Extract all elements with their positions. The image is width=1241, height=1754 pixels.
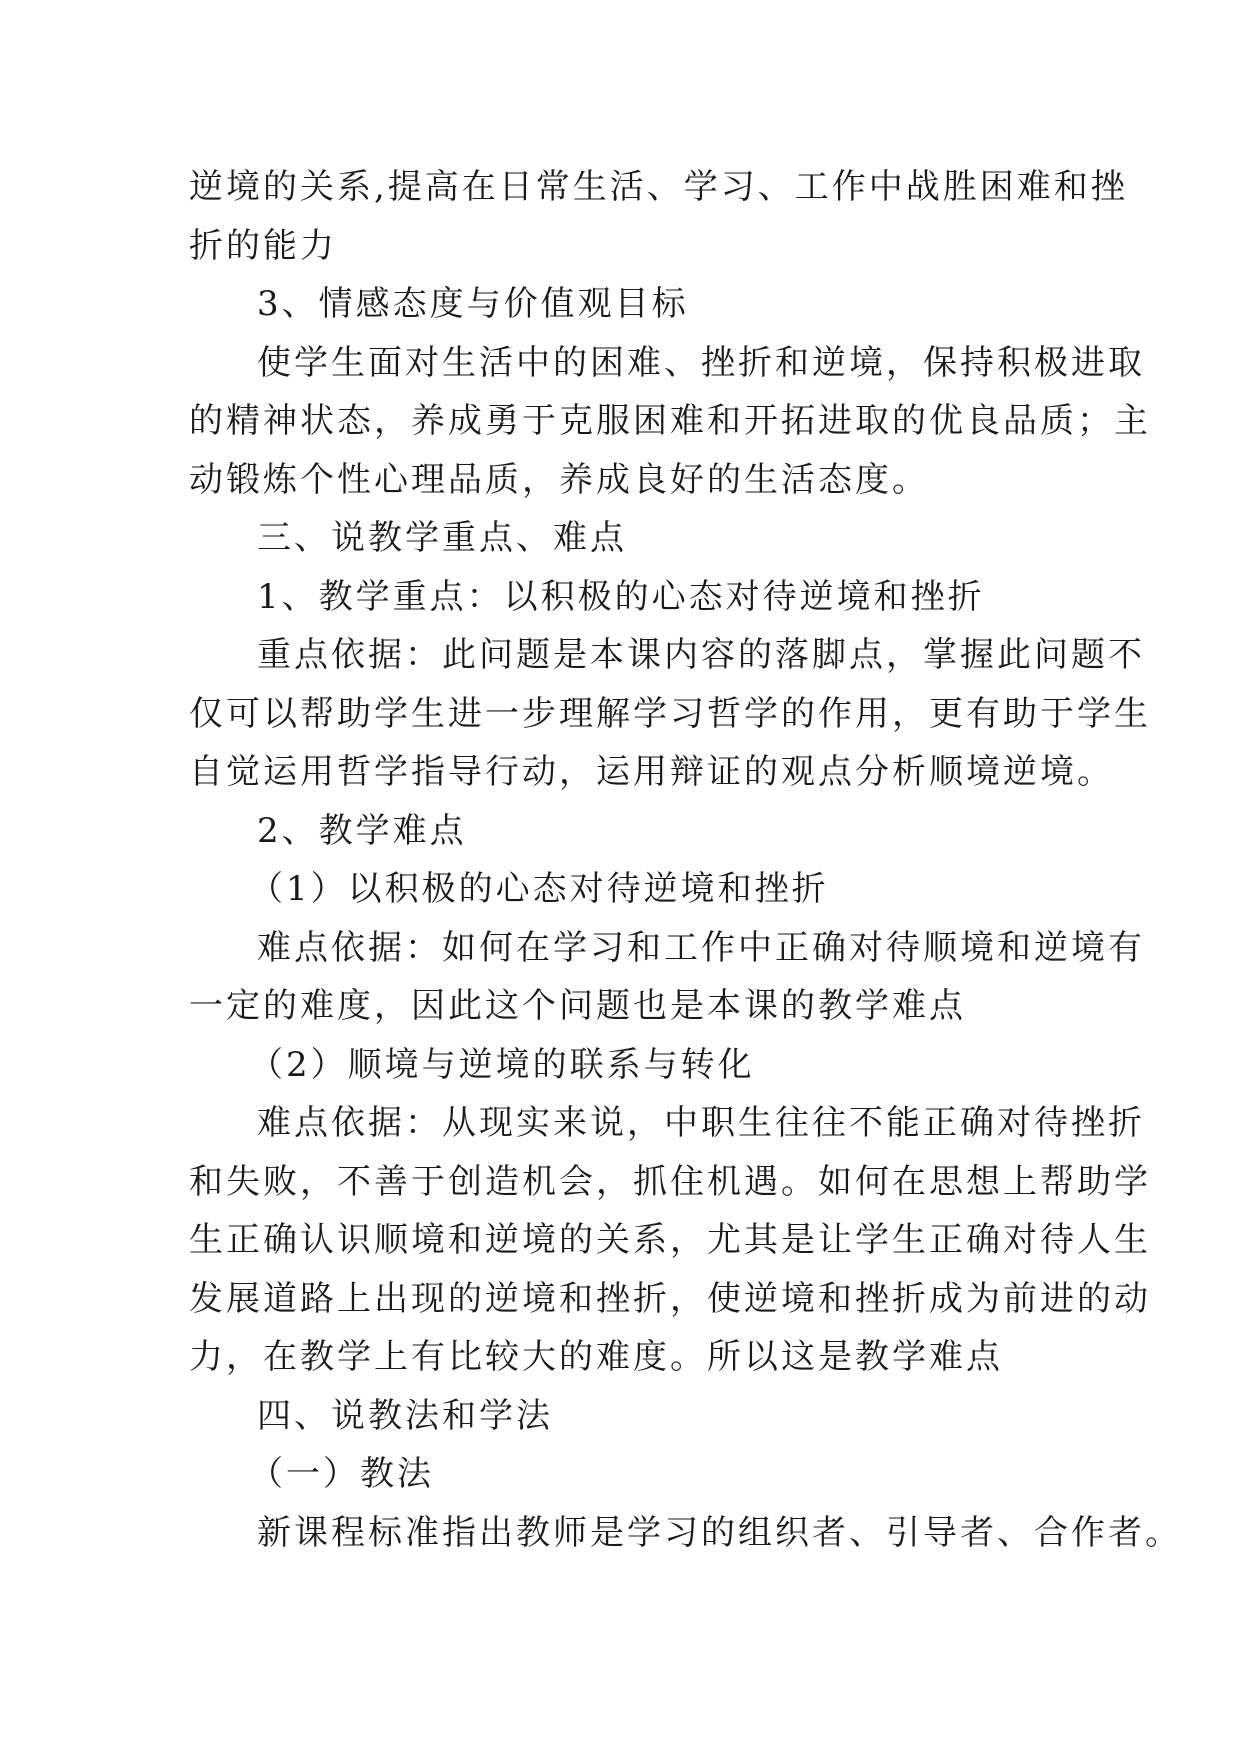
paragraph-line: 难点依据：从现实来说，中职生往往不能正确对待挫折 (257, 1103, 1145, 1143)
section-heading: 2、教学难点 (257, 810, 467, 851)
paragraph-line: 仅可以帮助学生进一步理解学习哲学的作用，更有助于学生 (189, 693, 1151, 734)
document-body (189, 158, 1182, 1562)
paragraph-line: 和失败，不善于创造机会，抓住机遇。如何在思想上帮助学 (189, 1161, 1151, 1202)
paragraph-line: 折的能力 (189, 225, 337, 266)
paragraph-line: 新课程标准指出教师是学习的组织者、引导者、合作者。 (257, 1512, 1182, 1553)
paragraph-line: 使学生面对生活中的困难、挫折和逆境，保持积极进取 (257, 342, 1145, 383)
paragraph-line: 的精神状态，养成勇于克服困难和开拓进取的优良品质；主 (189, 401, 1151, 441)
paragraph-line: 自觉运用哲学指导行动，运用辩证的观点分析顺境逆境。 (189, 752, 1114, 792)
paragraph-line: 发展道路上出现的逆境和挫折，使逆境和挫折成为前进的动 (189, 1278, 1151, 1319)
sub-heading: （2）顺境与逆境的联系与转化 (249, 1044, 755, 1085)
paragraph-line: 动锻炼个性心理品质，养成良好的生活态度。 (189, 459, 929, 500)
sub-heading: （一）教法 (249, 1454, 434, 1494)
section-heading: 3、情感态度与价值观目标 (257, 284, 689, 324)
sub-heading: （1）以积极的心态对待逆境和挫折 (249, 869, 829, 909)
section-heading: 四、说教法和学法 (257, 1395, 553, 1436)
paragraph-line: 力，在教学上有比较大的难度。所以这是教学难点 (189, 1337, 1003, 1377)
section-heading: 三、说教学重点、难点 (257, 518, 627, 558)
paragraph-line: 一定的难度，因此这个问题也是本课的教学难点 (189, 986, 966, 1026)
paragraph-line: 重点依据：此问题是本课内容的落脚点，掌握此问题不 (257, 635, 1145, 675)
section-heading: 1、教学重点：以积极的心态对待逆境和挫折 (257, 576, 985, 617)
paragraph-line: 难点依据：如何在学习和工作中正确对待顺境和逆境有 (257, 927, 1145, 968)
paragraph-line: 生正确认识顺境和逆境的关系，尤其是让学生正确对待人生 (189, 1220, 1151, 1260)
paragraph-line: 逆境的关系,提高在日常生活、学习、工作中战胜困难和挫 (189, 167, 1128, 207)
